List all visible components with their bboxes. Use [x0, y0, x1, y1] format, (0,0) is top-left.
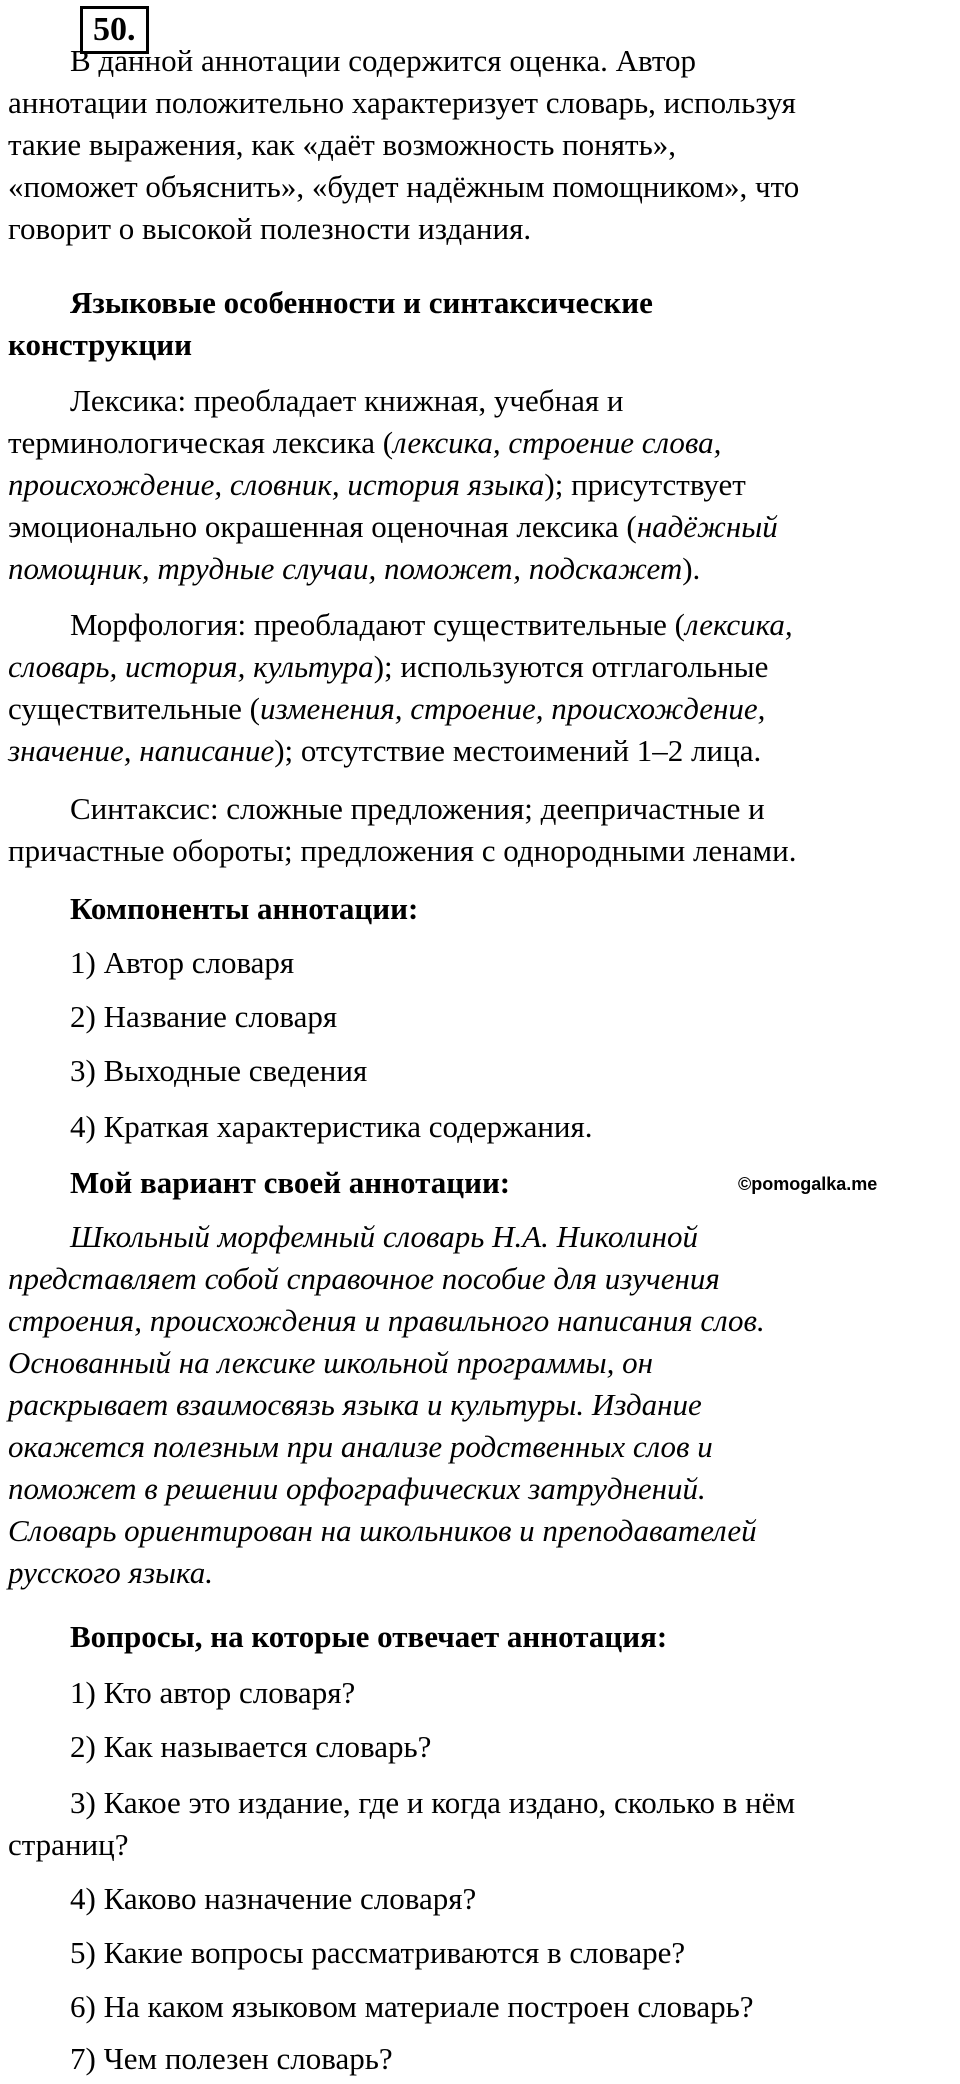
morphology-paragraph [8, 604, 958, 772]
lexis-line [8, 506, 958, 548]
components-item: 2) Название словаря [8, 999, 338, 1034]
lexis-text: эмоционально окрашенная оценочная лексика ( [8, 509, 637, 544]
question-item: 6) На каком языковом материале построен словарь? [8, 1989, 754, 2024]
question-item: 2) Как называется словарь? [8, 1729, 432, 1764]
my-variant-line: строения, происхождения и правильного написания слов. [8, 1303, 765, 1338]
my-variant-line: Основанный на лексике школьной программы, он [8, 1345, 654, 1380]
task-number-box: 50. [80, 6, 149, 54]
my-variant-line: раскрывает взаимосвязь языка и культуры. Издание [8, 1387, 702, 1422]
components-item: 3) Выходные сведения [8, 1053, 368, 1088]
components-item: 4) Краткая характеристика содержания. [8, 1109, 593, 1144]
lexis-example: надёжный [636, 509, 778, 544]
morphology-line [8, 646, 958, 688]
question-item: 4) Каково назначение словаря? [8, 1881, 477, 1916]
my-variant-line: представляет собой справочное пособие для изучения [8, 1261, 720, 1296]
intro-paragraph [8, 40, 958, 250]
syntax-line: Синтаксис: сложные предложения; деепричастные и [8, 791, 765, 826]
my-variant-line: поможет в решении орфографических затруднений. [8, 1471, 706, 1506]
questions-heading: Вопросы, на которые отвечает аннотация: [8, 1619, 668, 1654]
features-heading-line: Языковые особенности и синтаксические [8, 285, 653, 320]
my-variant-line: Словарь ориентирован на школьников и преподавателей [8, 1513, 757, 1548]
lexis-line [8, 548, 958, 590]
intro-line: В данной аннотации содержится оценка. Автор [8, 43, 696, 78]
lexis-paragraph [8, 380, 958, 590]
lexis-text: ); присутствует [544, 467, 746, 502]
lexis-text: терминологическая лексика ( [8, 425, 394, 460]
syntax-line: причастные обороты; предложения с однородными ленами. [8, 833, 797, 868]
morphology-example: изменения, строение, происхождение, [259, 691, 766, 726]
question-item: 1) Кто автор словаря? [8, 1675, 356, 1710]
watermark: ©pomogalka.me [738, 1174, 878, 1194]
question-item [8, 1782, 958, 1866]
components-item: 1) Автор словаря [8, 945, 295, 980]
morphology-line [8, 688, 958, 730]
morphology-text: ); отсутствие местоимений 1–2 лица. [274, 733, 762, 768]
lexis-example: помощник, трудные случаи, поможет, подскажет [8, 551, 683, 586]
lexis-line: Лексика: преобладает книжная, учебная и [8, 383, 624, 418]
morphology-text: Морфология: преобладают существительные ( [8, 607, 685, 642]
question-item: 7) Чем полезен словарь? [8, 2041, 393, 2076]
features-heading [8, 282, 958, 366]
features-heading-line: конструкции [8, 327, 192, 362]
lexis-text: ). [682, 551, 701, 586]
question-line: страниц? [8, 1827, 129, 1862]
syntax-paragraph [8, 788, 958, 872]
morphology-example: словарь, история, культура [8, 649, 374, 684]
morphology-example: лексика, [684, 607, 793, 642]
lexis-example: происхождение, словник, история языка [8, 467, 545, 502]
my-variant-paragraph [8, 1216, 958, 1594]
lexis-example: лексика, строение слова, [393, 425, 722, 460]
question-line: 3) Какое это издание, где и когда издано, сколько в нём [8, 1785, 796, 1820]
intro-line: говорит о высокой полезности издания. [8, 211, 532, 246]
morphology-example: значение, написание [8, 733, 275, 768]
morphology-line [8, 730, 958, 772]
my-variant-line: русского языка. [8, 1555, 214, 1590]
intro-line: «поможет объяснить», «будет надёжным помощником», что [8, 169, 800, 204]
my-variant-line: Школьный морфемный словарь Н.А. Николиной [8, 1219, 698, 1254]
my-variant-heading: Мой вариант своей аннотации: [8, 1165, 511, 1200]
morphology-line [8, 604, 958, 646]
question-item: 5) Какие вопросы рассматриваются в словаре? [8, 1935, 686, 1970]
morphology-text: существительные ( [8, 691, 260, 726]
intro-line: аннотации положительно характеризует словарь, используя [8, 85, 796, 120]
my-variant-line: окажется полезным при анализе родственных слов и [8, 1429, 713, 1464]
lexis-line [8, 464, 958, 506]
lexis-line [8, 422, 958, 464]
components-heading: Компоненты аннотации: [8, 891, 419, 926]
intro-line: такие выражения, как «даёт возможность понять», [8, 127, 676, 162]
morphology-text: ); используются отглагольные [373, 649, 769, 684]
